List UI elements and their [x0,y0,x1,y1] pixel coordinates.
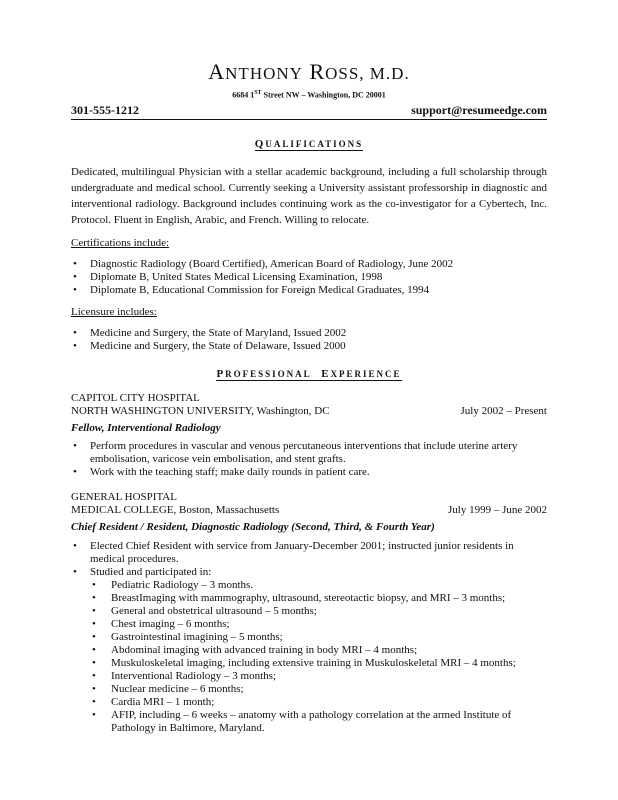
name-first-initial: A [208,59,226,84]
job1-org: CAPITOL CITY HOSPITAL [71,392,200,404]
experience-title-p-rest: ROFESSIONAL [225,369,312,379]
experience-title-p-initial: P [216,368,226,380]
list-item: • General and obstetrical ultrasound – 5 months; [90,605,540,618]
list-item: • Gastrointestinal imagining – 5 months; [90,631,540,644]
list-item: • AFIP, including – 6 weeks – anatomy with a pathology correlation at the armed Institute of Pathology in Baltimore, Maryland. [90,709,540,735]
job2-duties [71,540,547,579]
list-item: • Diagnostic Radiology (Board Certified), American Board of Radiology, June 2002 [71,258,547,271]
licensure-label: Licensure includes: [71,306,157,318]
list-item: • Perform procedures in vascular and venous percutaneous interventions that include uterine artery embolisation, varicose vein embolisation, and stent grafts. [71,440,547,466]
list-item: • Work with the teaching staff; make daily rounds in patient care. [71,466,547,479]
job1-institution: NORTH WASHINGTON UNIVERSITY, Washington, DC [71,405,330,417]
list-item: • Medicine and Surgery, the State of Delaware, Issued 2000 [71,340,547,353]
experience-title-e-rest: XPERIENCE [330,369,402,379]
list-item: • Medicine and Surgery, the State of Maryland, Issued 2002 [71,327,547,340]
job2-dates: July 1999 – June 2002 [448,504,547,516]
list-item: • Abdominal imaging with advanced training in body MRI – 4 months; [90,644,540,657]
name-first-rest: NTHONY [225,64,303,83]
list-item: • Diplomate B, United States Medical Licensing Examination, 1998 [71,271,547,284]
experience-heading-text [216,368,401,381]
list-item: • Pediatric Radiology – 3 months. [90,579,540,592]
qualifications-summary: Dedicated, multilingual Physician with a stellar academic background, including a full scholarship through undergraduate and medical school. Currently seeking a University assistant professorship in diagnostic and interventional radiology. Background includes continuing work as the co-investigator for a Cybertech, Inc. Protocol. Fluent in English, Arabic, and French. Willing to relocate. [71,166,547,226]
list-item: • Diplomate B, Educational Commission for Foreign Medical Graduates, 1994 [71,284,547,297]
job2-institution: MEDICAL COLLEGE, Boston, Massachusetts [71,504,280,516]
experience-title-e-initial: E [321,368,331,380]
list-item: • Nuclear medicine – 6 months; [90,683,540,696]
job1-role: Fellow, Interventional Radiology [71,422,221,434]
phone-number: 301-555-1212 [71,103,139,117]
qualifications-title-rest: UALIFICATIONS [265,139,364,149]
experience-heading [0,368,618,381]
header-divider [71,119,547,120]
list-item: • Interventional Radiology – 3 months; [90,670,540,683]
name-last-rest: OSS, M.D. [325,64,410,83]
job2-org: GENERAL HOSPITAL [71,491,177,503]
list-item: • BreastImaging with mammography, ultrasound, stereotactic biopsy, and MRI – 3 months; [90,592,540,605]
name-last-initial: R [309,59,326,84]
email-address: support@resumeedge.com [411,103,547,117]
address [0,88,618,101]
list-item: • Elected Chief Resident with service from January-December 2001; instructed junior residents in medical procedures. [71,540,547,566]
candidate-name [0,58,618,88]
job1-dates: July 2002 – Present [460,405,547,417]
job1-duties [71,440,547,479]
qualifications-heading-text [255,138,363,151]
qualifications-heading [0,138,618,151]
list-item: • Muskuloskeletal imaging, including extensive training in Muskuloskeletal MRI – 4 months; [90,657,540,670]
list-item: • Studied and participated in: [71,566,547,579]
licensure-list [71,327,547,353]
qualifications-title-initial: Q [254,138,266,150]
address-sup: ST [254,90,262,96]
list-item: • Cardia MRI – 1 month; [90,696,540,709]
job2-role: Chief Resident / Resident, Diagnostic Radiology (Second, Third, & Fourth Year) [71,521,435,533]
rotations-list [90,579,540,735]
list-item: • Chest imaging – 6 months; [90,618,540,631]
address-pre: 6684 1 [232,90,255,100]
address-post: Street NW – Washington, DC 20001 [261,90,386,100]
certifications-list [71,258,547,297]
certifications-label: Certifications include: [71,237,170,249]
